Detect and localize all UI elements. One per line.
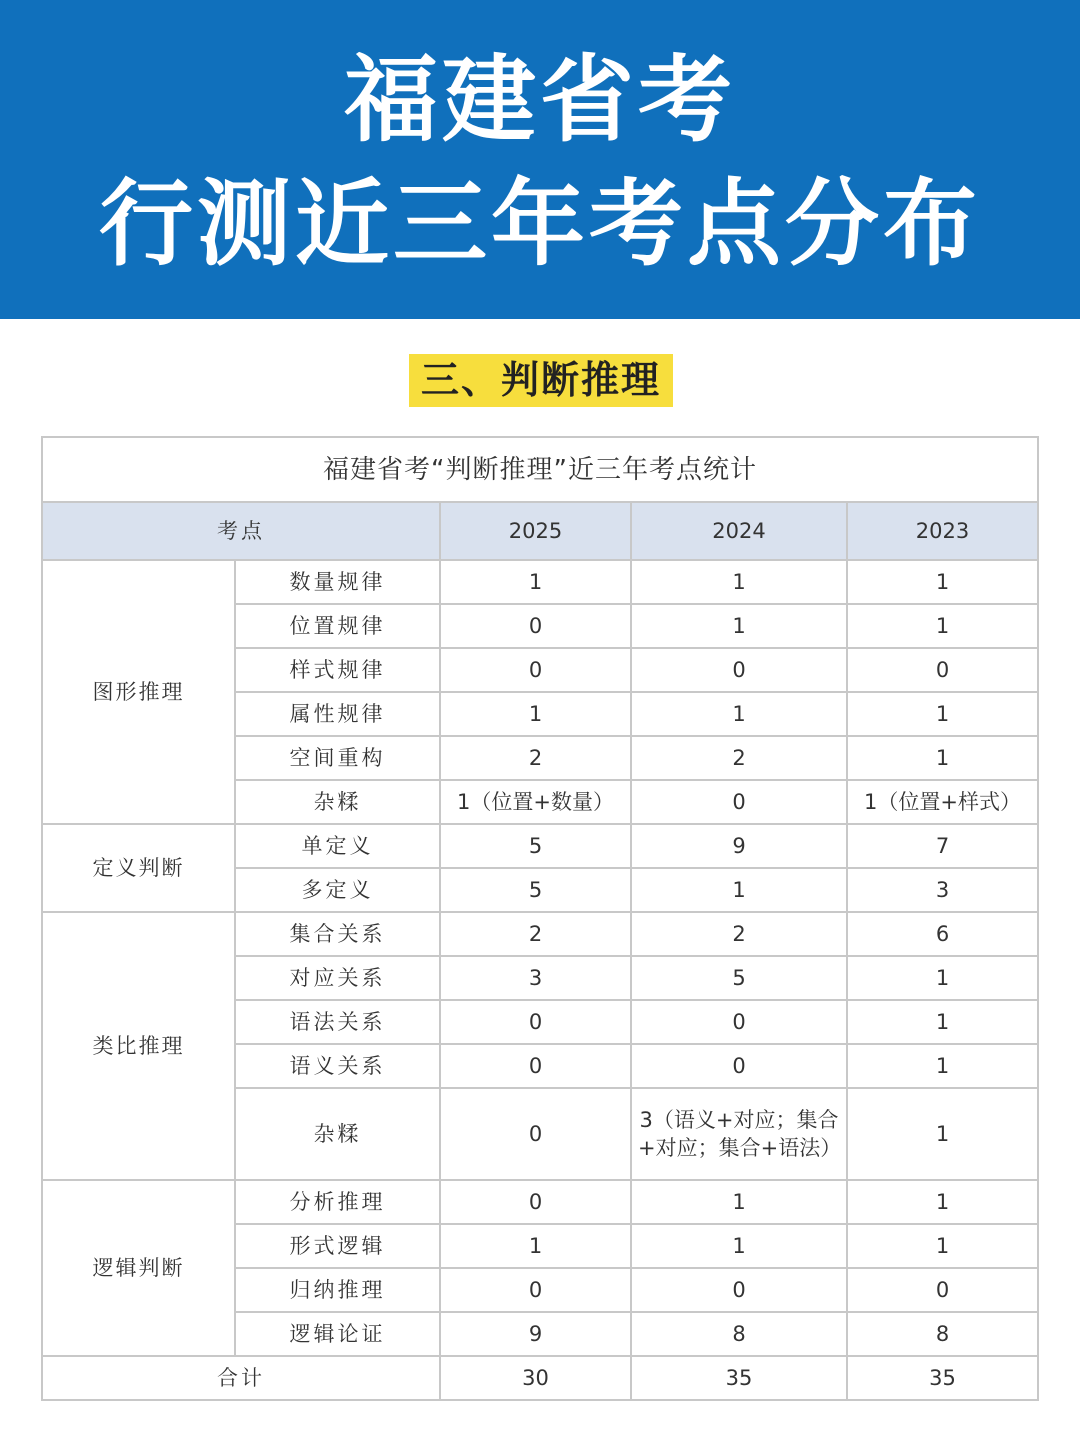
value-2025: 0 bbox=[440, 604, 631, 648]
value-2025: 5 bbox=[440, 868, 631, 912]
table-row bbox=[42, 560, 1038, 604]
value-2024: 1 bbox=[631, 1224, 847, 1268]
value-2024: 0 bbox=[631, 1044, 847, 1088]
header-2024: 2024 bbox=[631, 502, 847, 560]
item-cell: 逻辑论证 bbox=[235, 1312, 440, 1356]
item-cell: 属性规律 bbox=[235, 692, 440, 736]
item-cell: 归纳推理 bbox=[235, 1268, 440, 1312]
value-2023: 0 bbox=[847, 648, 1038, 692]
item-cell: 杂糅 bbox=[235, 1088, 440, 1180]
value-2023: 1 bbox=[847, 1000, 1038, 1044]
category-cell: 定义判断 bbox=[42, 824, 235, 912]
item-cell: 空间重构 bbox=[235, 736, 440, 780]
value-2025: 5 bbox=[440, 824, 631, 868]
total-row bbox=[42, 1356, 1038, 1400]
banner-title-line2: 行测近三年考点分布 bbox=[98, 170, 981, 279]
item-cell: 集合关系 bbox=[235, 912, 440, 956]
item-cell: 分析推理 bbox=[235, 1180, 440, 1224]
item-cell: 杂糅 bbox=[235, 780, 440, 824]
value-2023: 1 bbox=[847, 692, 1038, 736]
value-2024: 8 bbox=[631, 1312, 847, 1356]
value-2023: 1 bbox=[847, 604, 1038, 648]
value-2025: 9 bbox=[440, 1312, 631, 1356]
item-cell: 多定义 bbox=[235, 868, 440, 912]
value-2024: 0 bbox=[631, 1268, 847, 1312]
value-2024: 1 bbox=[631, 868, 847, 912]
value-2024: 0 bbox=[631, 1000, 847, 1044]
value-2023: 8 bbox=[847, 1312, 1038, 1356]
item-cell: 样式规律 bbox=[235, 648, 440, 692]
value-2025: 1 bbox=[440, 560, 631, 604]
banner-title-line1: 福建省考 bbox=[343, 46, 736, 155]
table-row bbox=[42, 912, 1038, 956]
value-2023: 1 bbox=[847, 560, 1038, 604]
table-header-row bbox=[42, 502, 1038, 560]
value-2024: 3（语义+对应；集合+对应；集合+语法） bbox=[631, 1088, 847, 1180]
value-2025: 3 bbox=[440, 956, 631, 1000]
value-2025: 1 bbox=[440, 692, 631, 736]
table-caption: 福建省考“判断推理”近三年考点统计 bbox=[42, 437, 1038, 502]
value-2024: 0 bbox=[631, 780, 847, 824]
table-row bbox=[42, 824, 1038, 868]
value-2023: 1（位置+样式） bbox=[847, 780, 1038, 824]
value-2023: 1 bbox=[847, 1088, 1038, 1180]
value-2025: 1（位置+数量） bbox=[440, 780, 631, 824]
value-2024: 1 bbox=[631, 1180, 847, 1224]
value-2023: 1 bbox=[847, 1224, 1038, 1268]
value-2023: 1 bbox=[847, 956, 1038, 1000]
item-cell: 语义关系 bbox=[235, 1044, 440, 1088]
section-title: 三、判断推理 bbox=[409, 354, 673, 407]
value-2023: 3 bbox=[847, 868, 1038, 912]
value-2023: 7 bbox=[847, 824, 1038, 868]
total-2024: 35 bbox=[631, 1356, 847, 1400]
item-cell: 数量规律 bbox=[235, 560, 440, 604]
value-2024: 9 bbox=[631, 824, 847, 868]
value-2024: 1 bbox=[631, 560, 847, 604]
value-2024: 5 bbox=[631, 956, 847, 1000]
value-2024: 0 bbox=[631, 648, 847, 692]
value-2025: 0 bbox=[440, 1180, 631, 1224]
header-2025: 2025 bbox=[440, 502, 631, 560]
value-2025: 0 bbox=[440, 648, 631, 692]
value-2024: 1 bbox=[631, 692, 847, 736]
title-banner bbox=[0, 0, 1080, 319]
value-2025: 0 bbox=[440, 1000, 631, 1044]
table-row bbox=[42, 1180, 1038, 1224]
total-2023: 35 bbox=[847, 1356, 1038, 1400]
category-cell: 图形推理 bbox=[42, 560, 235, 824]
value-2024: 2 bbox=[631, 736, 847, 780]
category-cell: 类比推理 bbox=[42, 912, 235, 1180]
header-kaodian: 考点 bbox=[42, 502, 440, 560]
item-cell: 形式逻辑 bbox=[235, 1224, 440, 1268]
value-2025: 2 bbox=[440, 736, 631, 780]
value-2025: 1 bbox=[440, 1224, 631, 1268]
value-2025: 0 bbox=[440, 1088, 631, 1180]
table-caption-row bbox=[42, 437, 1038, 502]
value-2025: 0 bbox=[440, 1044, 631, 1088]
stats-table bbox=[41, 436, 1039, 1401]
value-2024: 1 bbox=[631, 604, 847, 648]
total-2025: 30 bbox=[440, 1356, 631, 1400]
value-2023: 1 bbox=[847, 1180, 1038, 1224]
value-2024: 2 bbox=[631, 912, 847, 956]
item-cell: 语法关系 bbox=[235, 1000, 440, 1044]
total-label: 合计 bbox=[42, 1356, 440, 1400]
value-2023: 0 bbox=[847, 1268, 1038, 1312]
value-2025: 2 bbox=[440, 912, 631, 956]
value-2025: 0 bbox=[440, 1268, 631, 1312]
item-cell: 对应关系 bbox=[235, 956, 440, 1000]
value-2023: 1 bbox=[847, 736, 1038, 780]
item-cell: 单定义 bbox=[235, 824, 440, 868]
header-2023: 2023 bbox=[847, 502, 1038, 560]
item-cell: 位置规律 bbox=[235, 604, 440, 648]
value-2023: 6 bbox=[847, 912, 1038, 956]
value-2023: 1 bbox=[847, 1044, 1038, 1088]
category-cell: 逻辑判断 bbox=[42, 1180, 235, 1356]
